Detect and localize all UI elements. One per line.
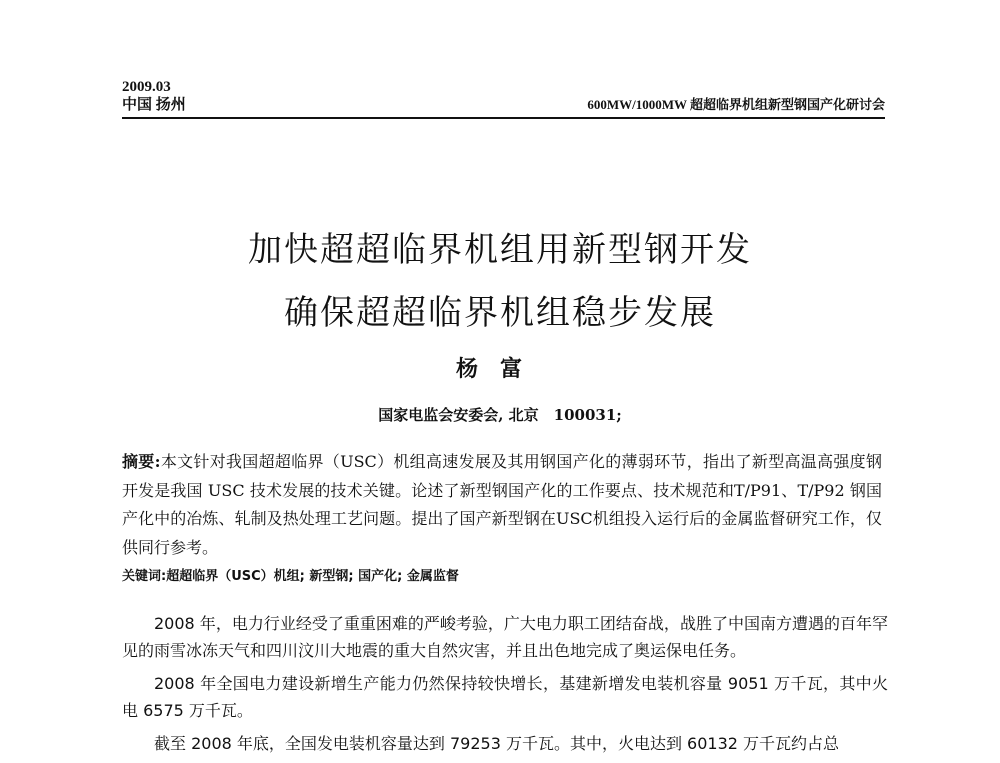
body-paragraph: 2008 年全国电力建设新增生产能力仍然保持较快增长，基建新增发电装机容量 9051 万千瓦，其中火电 6575 万千瓦。: [122, 674, 888, 720]
title-line-2: 确保超超临界机组稳步发展: [284, 293, 716, 333]
abstract-label: 摘要:: [122, 452, 161, 471]
author-name: 杨富: [455, 356, 544, 382]
body-text: [122, 610, 888, 763]
affiliation: 国家电监会安委会, 北京 100031;: [378, 406, 622, 424]
abstract-text: 本文针对我国超超临界（USC）机组高速发展及其用钢国产化的薄弱环节，指出了新型高温高强度钢开发是我国 USC 技术发展的技术关键。论述了新型钢国产化的工作要点、技术规范和T/P91、T/P92 钢国产化中的冶炼、轧制及热处理工艺问题。提出了国产新型钢在USC机组投入运行后的金属监督研究工作，仅供同行参考。: [122, 452, 882, 557]
header-rule: [122, 117, 885, 119]
abstract: [122, 448, 882, 562]
header-conference: 600MW/1000MW 超超临界机组新型钢国产化研讨会: [587, 97, 885, 112]
keywords-label: 关键词:: [122, 569, 167, 584]
body-paragraph: 2008 年，电力行业经受了重重困难的严峻考验，广大电力职工团结奋战，战胜了中国南方遭遇的百年罕见的雨雪冰冻天气和四川汶川大地震的重大自然灾害，并且出色地完成了奥运保电任务。: [122, 614, 888, 660]
header-date-location: [122, 78, 186, 114]
header-date: 2009.03: [122, 79, 171, 95]
keywords-text: 超超临界（USC）机组; 新型钢; 国产化; 金属监督: [166, 569, 459, 584]
body-paragraph: 截至 2008 年底，全国发电装机容量达到 79253 万千瓦。其中，火电达到 60132 万千瓦约占总: [154, 734, 840, 753]
keywords: [122, 567, 882, 587]
header-location: 中国 扬州: [122, 97, 186, 113]
title-line-1: 加快超超临界机组用新型钢开发: [248, 230, 752, 270]
